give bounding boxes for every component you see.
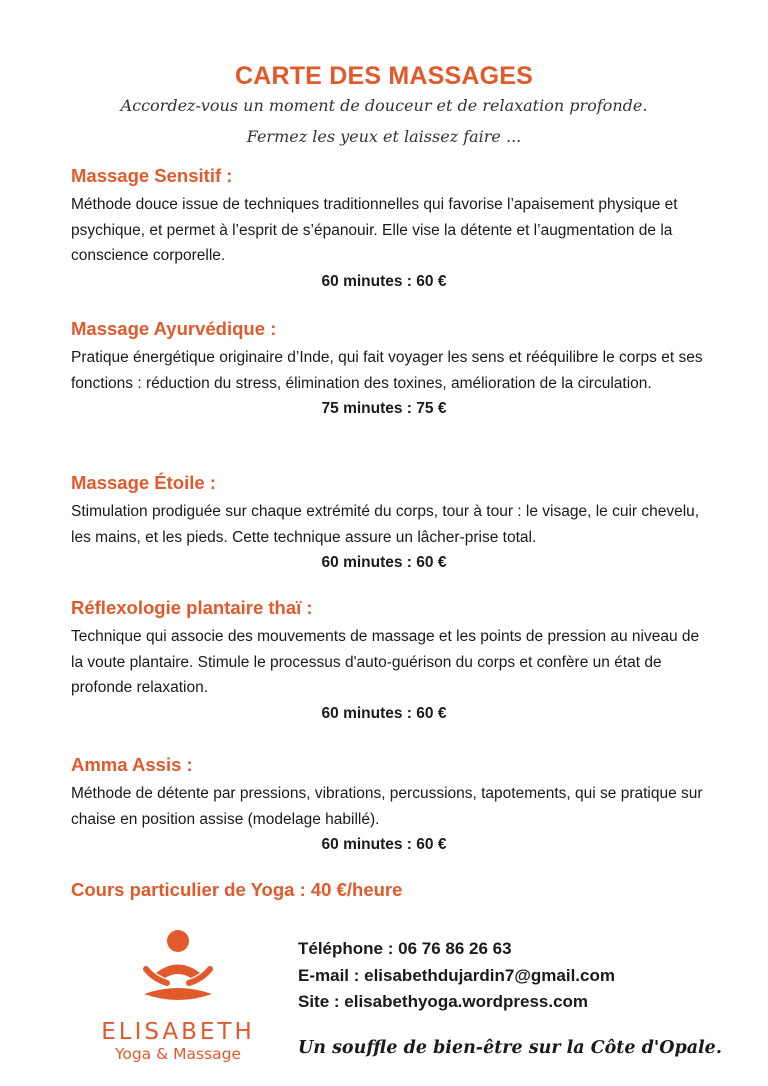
section-title: Massage Sensitif :: [71, 165, 233, 186]
section-description: Stimulation prodiguée sur chaque extrémité du corps, tour à tour : le visage, le cuir chevelu, les mains, et les pieds. Cette technique assure un lâcher-prise total.: [71, 503, 700, 546]
section-massage-ayurvedique: [71, 318, 711, 421]
section-title: Massage Étoile :: [71, 472, 216, 493]
tagline: Un souffle de bien-être sur la Côte d'Opale.: [298, 1038, 722, 1058]
section-price: 60 minutes : 60 €: [321, 836, 447, 853]
section-title: Réflexologie plantaire thaï :: [71, 597, 313, 618]
logo-subtitle: Yoga & Massage: [114, 1045, 242, 1063]
section-reflexologie: [71, 597, 711, 726]
section-description: Méthode douce issue de techniques traditionnelles qui favorise l’apaisement physique et psychique, et permet à l’esprit de s’épanouir. Elle vise la détente et l’augmentation de la conscience corporelle.: [71, 196, 678, 264]
subtitle-line-2: Fermez les yeux et laissez faire ...: [246, 127, 522, 146]
section-amma-assis: [71, 754, 711, 857]
contact-site[interactable]: Site : elisabethyoga.wordpress.com: [298, 992, 589, 1011]
subtitle-line-1: Accordez-vous un moment de douceur et de relaxation profonde.: [120, 96, 648, 115]
section-price: 60 minutes : 60 €: [321, 272, 447, 290]
section-title: Amma Assis :: [71, 754, 193, 775]
section-title: Massage Ayurvédique :: [71, 318, 277, 339]
section-price: 60 minutes : 60 €: [321, 554, 447, 571]
section-description: Technique qui associe des mouvements de massage et les points de pression au niveau de la voute plantaire. Stimule le processus d'auto-guérison du corps et confère un état de profonde relaxation.: [71, 628, 700, 696]
section-massage-etoile: [71, 472, 711, 575]
meditation-figure-icon: [88, 926, 268, 1018]
section-price: 60 minutes : 60 €: [321, 704, 447, 722]
contact-phone: Téléphone : 06 76 86 26 63: [298, 939, 512, 958]
section-description: Pratique énergétique originaire d’Inde, qui fait voyager les sens et rééquilibre le corps et ses fonctions : réduction du stress, élimination des toxines, amélioration de la circulation.: [71, 349, 703, 392]
section-massage-sensitif: [71, 165, 711, 294]
yoga-offer: Cours particulier de Yoga : 40 €/heure: [71, 879, 403, 900]
contact-email[interactable]: E-mail : elisabethdujardin7@gmail.com: [298, 965, 615, 985]
contact-block: [298, 936, 615, 1016]
section-description: Méthode de détente par pressions, vibrations, percussions, tapotements, qui se pratique sur chaise en position assise (modelage habillé).: [71, 785, 703, 828]
logo-brand: ELISABETH: [101, 1019, 255, 1045]
page-title: CARTE DES MASSAGES: [234, 62, 534, 90]
section-price: 75 minutes : 75 €: [321, 400, 447, 417]
logo: [88, 926, 268, 1076]
